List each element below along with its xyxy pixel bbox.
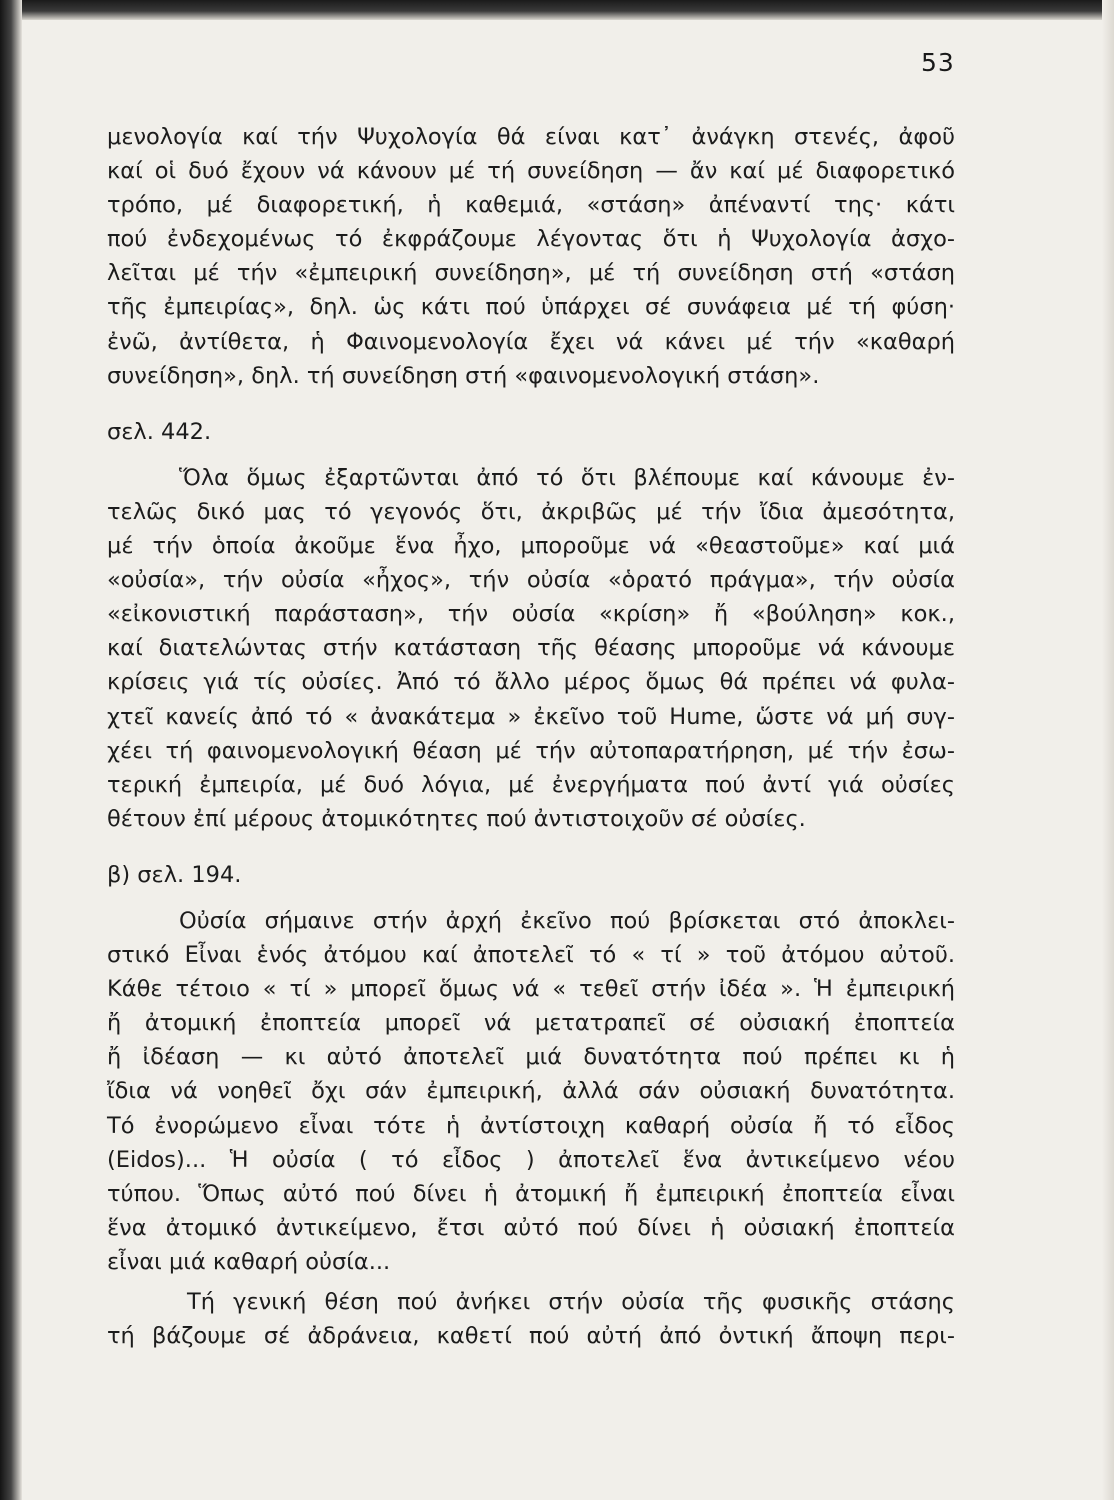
text-line: καί διατελώντας στήν κατάσταση τῆς θέασης μποροῦμε νά κάνουμε [107,635,955,662]
text-line: χτεῖ κανείς ἀπό τό « ἀνακάτεμα » ἐκεῖνο τοῦ Hume, ὥστε νά μή συγ- [107,703,955,730]
scan-shadow-top [0,0,1114,20]
scan-shadow-left [0,0,22,1500]
text-line: θέτουν ἐπί μέρους ἀτομικότητες πού ἀντιστοιχοῦν σέ οὐσίες. [107,805,806,832]
text-line: τύπου. Ὅπως αὐτό πού δίνει ἡ ἀτομική ἤ ἐμπειρική ἐποπτεία εἶναι [107,1180,955,1207]
text-line: τερική ἐμπειρία, μέ δυό λόγια, μέ ἐνεργήματα πού ἀντί γιά οὐσίες [107,771,955,798]
text-line: στικό Εἶναι ἑνός ἀτόμου καί ἀποτελεῖ τό « τί » τοῦ ἀτόμου αὐτοῦ. [107,942,955,969]
text-line: ἕνα ἀτομικό ἀντικείμενο, ἔτσι αὐτό πού δίνει ἡ οὐσιακή ἐποπτεία [107,1214,955,1241]
text-line: τή βάζουμε σέ ἀδράνεια, καθετί πού αὐτή ἀπό ὀντική ἄποψη περι- [107,1323,955,1350]
text-line: εἶναι μιά καθαρή οὐσία... [107,1248,391,1275]
page-reference: σελ. 442. [107,418,212,445]
text-line: καί οἱ δυό ἔχουν νά κάνουν μέ τή συνείδηση — ἄν καί μέ διαφορετικό [107,158,955,185]
paragraph-1 [107,120,955,393]
text-line: κρίσεις γιά τίς οὐσίες. Ἀπό τό ἄλλο μέρος ὅμως θά πρέπει νά φυλα- [107,669,955,696]
text-line: Τή γενική θέση πού ἀνήκει στήν οὐσία τῆς φυσικῆς στάσης [187,1289,955,1315]
paragraph-3 [107,904,955,1279]
text-line: λεῖται μέ τήν «ἐμπειρική συνείδηση», μέ τή συνείδηση στή «στάση [107,260,955,287]
text-line: ἴδια νά νοηθεῖ ὄχι σάν ἐμπειρική, ἀλλά σάν οὐσιακή δυνατότητα. [107,1078,955,1105]
text-line: «οὐσία», τήν οὐσία «ἦχος», τήν οὐσία «ὁρατό πράγμα», τήν οὐσία [107,567,955,594]
text-line: (Eidos)... Ἡ οὐσία ( τό εἶδος ) ἀποτελεῖ ἕνα ἀντικείμενο νέου [107,1146,955,1173]
page-reference: β) σελ. 194. [107,861,242,888]
text-line: τῆς ἐμπειρίας», δηλ. ὡς κάτι πού ὑπάρχει σέ συνάφεια μέ τή φύση· [107,294,955,321]
text-line: Κάθε τέτοιο « τί » μπορεῖ ὅμως νά « τεθεῖ στήν ἰδέα ». Ἡ ἐμπειρική [107,976,955,1003]
page-text [107,120,955,1353]
page-number: 53 [921,48,955,77]
text-line: μέ τήν ὁποία ἀκοῦμε ἕνα ἦχο, μποροῦμε νά «θεαστοῦμε» καί μιά [107,533,955,560]
text-line: Ὅλα ὅμως ἐξαρτῶνται ἀπό τό ὅτι βλέπουμε καί κάνουμε ἐν- [179,464,955,491]
text-line: πού ἐνδεχομένως τό ἐκφράζουμε λέγοντας ὅτι ἡ Ψυχολογία ἀσχο- [107,226,955,253]
text-line: Οὐσία σήμαινε στήν ἀρχή ἐκεῖνο πού βρίσκεται στό ἀποκλει- [179,907,955,934]
text-line: ἤ ἰδέαση — κι αὐτό ἀποτελεῖ μιά δυνατότητα πού πρέπει κι ἡ [107,1044,955,1071]
text-line: μενολογία καί τήν Ψυχολογία θά είναι κατ᾽ ἀνάγκη στενές, ἀφοῦ [107,124,955,150]
paragraph-4 [107,1285,955,1353]
text-line: συνείδηση», δηλ. τή συνείδηση στή «φαινομενολογική στάση». [107,362,820,389]
text-line: τρόπο, μέ διαφορετική, ἡ καθεμιά, «στάση» ἀπέναντί της· κάτι [107,192,955,219]
paragraph-2 [107,461,955,836]
text-line: χέει τή φαινομενολογική θέαση μέ τήν αὐτοπαρατήρηση, μέ τήν ἐσω- [107,737,955,764]
scan-shadow-right [1102,0,1114,1500]
text-line: «εἰκονιστική παράσταση», τήν οὐσία «κρίση» ἤ «βούληση» κοκ., [107,601,955,628]
text-line: ἤ ἀτομική ἐποπτεία μπορεῖ νά μετατραπεῖ σέ οὐσιακή ἐποπτεία [107,1010,955,1037]
text-line: ἐνῶ, ἀντίθετα, ἡ Φαινομενολογία ἔχει νά κάνει μέ τήν «καθαρή [107,328,955,355]
text-line: τελῶς δικό μας τό γεγονός ὅτι, ἀκριβῶς μέ τήν ἴδια ἀμεσότητα, [107,498,955,525]
text-line: Τό ἐνορώμενο εἶναι τότε ἡ ἀντίστοιχη καθαρή οὐσία ἤ τό εἶδος [107,1112,955,1139]
